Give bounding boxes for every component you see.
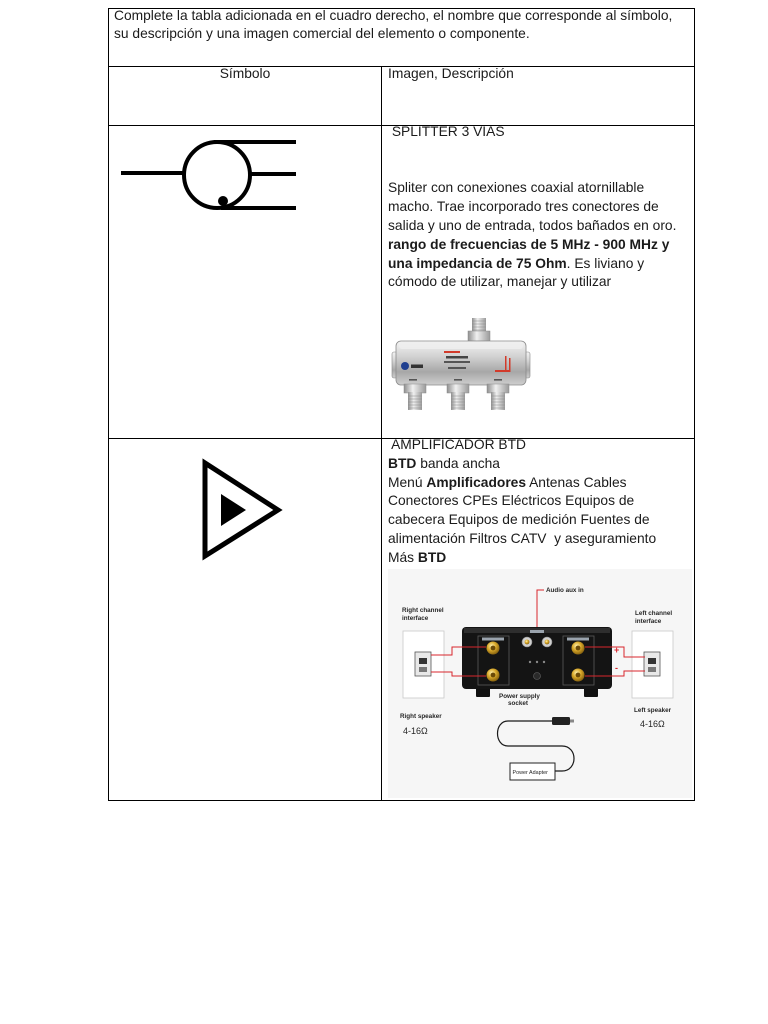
red-marking <box>505 356 507 372</box>
splitter-body <box>392 341 530 385</box>
description-text: . Es liviano y <box>566 255 645 271</box>
splitter-circle <box>184 142 250 208</box>
printed-marking <box>409 379 417 381</box>
splitter-symbol-icon <box>114 126 324 236</box>
description-line <box>388 179 676 198</box>
jack-terminal <box>419 667 427 672</box>
connector-nut <box>404 384 426 393</box>
description-header-cell <box>381 66 695 126</box>
description-line <box>388 549 656 568</box>
rca-jack-center <box>545 640 550 645</box>
printed-marking <box>454 379 462 381</box>
audio-aux-in-label: Audio aux in <box>546 587 584 594</box>
description-text: cabecera Equipos de medición Fuentes de <box>388 512 650 528</box>
symbol-column-header: Símbolo <box>219 66 271 81</box>
amplifier-description <box>388 436 656 568</box>
description-text: banda ancha <box>416 455 500 471</box>
splitter-title: SPLITTER 3 VIAS <box>388 124 505 139</box>
indicator-dot <box>536 661 538 663</box>
description-text: macho. Trae incorporado tres conectores de <box>388 199 659 215</box>
description-line <box>388 255 676 274</box>
description-line <box>388 474 656 493</box>
amplifier-unit <box>462 627 612 697</box>
right-speaker-impedance: 4-16Ω <box>403 726 428 736</box>
connector-thread <box>451 392 465 410</box>
label-line: Power supply <box>499 693 540 700</box>
left-speaker-impedance: 4-16Ω <box>640 719 665 729</box>
power-plug <box>552 717 570 725</box>
junction-dot <box>218 196 228 206</box>
brand-logo-icon <box>401 362 409 370</box>
symbol-header-cell <box>108 66 382 126</box>
paragraph-gap <box>388 142 676 180</box>
terminal-center <box>576 646 581 651</box>
connector-thread <box>408 392 422 410</box>
description-line <box>388 236 676 255</box>
connector-nut <box>468 331 490 341</box>
terminal-center <box>491 673 496 678</box>
instructions-line: Complete la tabla adicionada en el cuadro derecho, el nombre que corresponde al símbolo, <box>114 8 673 23</box>
connector-thread <box>491 392 505 410</box>
power-adapter-label: Power Adapter <box>512 770 548 776</box>
description-line <box>388 273 676 292</box>
amplifier-wiring-diagram <box>388 569 692 798</box>
brand-text: BTD <box>417 549 447 565</box>
left-channel-wall-plate <box>632 631 673 698</box>
terminal-center <box>576 673 581 678</box>
instructions-cell <box>108 8 695 67</box>
printed-marking <box>444 361 470 363</box>
negative-sign: - <box>615 663 618 673</box>
label-line: interface <box>402 615 429 622</box>
description-line <box>388 511 656 530</box>
power-plug-tip <box>570 720 574 723</box>
red-marking <box>509 358 511 372</box>
brand-mark <box>411 365 423 369</box>
red-marking <box>495 370 509 372</box>
amplifiers-text: Amplificadores <box>426 474 527 490</box>
rca-jack-center <box>525 640 530 645</box>
power-socket <box>534 673 541 680</box>
label-line: Left channel <box>635 610 673 617</box>
amplifier-symbol-icon <box>165 450 287 566</box>
description-text: Más <box>388 549 418 565</box>
right-channel-wall-plate <box>403 631 444 698</box>
input-connector <box>468 318 490 341</box>
description-line <box>388 217 676 236</box>
terminal-center <box>491 646 496 651</box>
indicator-dot <box>529 661 531 663</box>
printed-marking <box>446 356 468 359</box>
connector-nut <box>487 384 509 393</box>
panel-label-band <box>567 638 589 641</box>
printed-marking <box>494 379 502 381</box>
output-connector <box>487 384 509 410</box>
printed-marking <box>448 367 466 369</box>
description-text: salida y uno de entrada, todos bañados en oro. <box>388 217 677 233</box>
instructions-text <box>114 7 672 43</box>
brand-text: BTD <box>388 455 417 471</box>
jack-terminal <box>419 658 427 664</box>
panel-label-band <box>482 638 504 641</box>
amplifier-title: AMPLIFICADOR BTD <box>388 437 526 452</box>
output-connector <box>447 384 469 410</box>
positive-sign: + <box>614 645 620 655</box>
label-line: Right channel <box>402 607 444 614</box>
description-text: Menú <box>388 474 427 490</box>
splitter-description <box>388 123 676 292</box>
description-line <box>388 455 656 474</box>
description-text: Antenas Cables <box>526 474 627 490</box>
jack-terminal <box>648 667 656 672</box>
description-column-header: Imagen, Descripción <box>388 66 514 81</box>
connector-nut <box>447 384 469 393</box>
description-text: cómodo de utilizar, manejar y utilizar <box>388 274 612 290</box>
left-speaker-label: Left speaker <box>634 707 672 714</box>
panel-label-band <box>530 630 544 633</box>
output-connector <box>404 384 426 410</box>
splitter-product-image <box>390 314 534 416</box>
instructions-line: su descripción y una imagen comercial del elemento o componente. <box>114 26 530 41</box>
frequency-range-text: rango de frecuencias de 5 MHz - 900 MHz y <box>388 236 670 252</box>
description-line <box>388 198 676 217</box>
description-text: alimentación Filtros CATV y aseguramiento <box>388 530 657 546</box>
jack-terminal <box>648 658 656 664</box>
description-line <box>388 530 656 549</box>
description-text: Spliter con conexiones coaxial atornillable <box>388 180 645 196</box>
body-highlight <box>399 342 523 349</box>
description-text: Conectores CPEs Eléctricos Equipos de <box>388 493 635 509</box>
label-line: interface <box>635 618 662 625</box>
description-line <box>388 492 656 511</box>
red-marking <box>444 351 460 353</box>
indicator-dot <box>543 661 545 663</box>
label-line: socket <box>508 700 528 707</box>
inner-triangle <box>221 494 246 526</box>
right-speaker-label: Right speaker <box>400 713 442 720</box>
impedance-text: una impedancia de 75 Ohm <box>388 255 567 271</box>
